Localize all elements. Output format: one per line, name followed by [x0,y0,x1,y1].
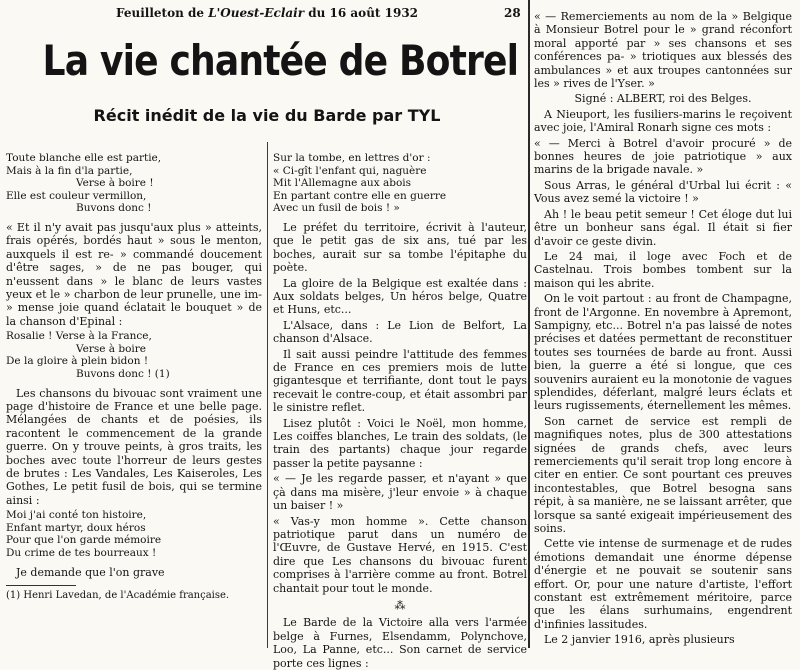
paragraph: L'Alsace, dans : Le Lion de Belfort, La chanson d'Alsace. [273,318,527,346]
section-separator: ⁂ [394,598,406,612]
middle-column [273,150,527,670]
paragraph: « — Merci à Botrel d'avoir procuré » de bonnes heures de joie patriotique » aux marins de la brigade navale. » [534,136,792,177]
paragraph: Le Barde de la Victoire alla vers l'armée belge à Furnes, Elsendamm, Polynchove, Loo, La Panne, etc... Son carnet de service porte ces lignes : [273,616,527,670]
publication-date: du 16 août 1932 [304,6,419,20]
feuilleton-line [116,6,418,20]
paragraph: « Vas-y mon homme ». Cette chanson patriotique parut dans un numéro de l'Œuvre, de Gustave Hervé, en 1915. C'est dire que Les chansons du bivouac furent comprises à l'arrière comme au front. Botrel chantait pour tout le monde. [273,514,527,595]
poem-line: Verse à boire ! [76,177,154,190]
paragraph: Son carnet de service est rempli de magnifiques notes, plus de 300 attestations signées de grands chefs, avec leurs remerciements qu'il serait trop long encore à citer en entier. Ce sont pourtant ces preuves incontestables, que Botrel besogna sans répit, à sa manière, ne se laissant arrêter, que lorsque sa santé exigeait impérieusement des soins. [534,414,792,536]
poem-line: De la gloire à plein bidon ! [6,355,149,368]
poem-verse-4 [273,152,527,215]
poem-line: Toute blanche elle est partie, [6,152,162,164]
signature-line: Signé : ALBERT, roi des Belges. [574,92,752,106]
paragraph: Le préfet du territoire, écrivit à l'auteur, que le petit gas de six ans, tué par les boches, aurait sur sa tombe l'épitaphe du poète. [273,220,527,275]
paragraph: Sous Arras, le général d'Urbal lui écrit : « Vous avez semé la victoire ! » [534,178,792,206]
paragraph: Les chansons du bivouac sont vraiment une page d'histoire de France et une belle page. Mélangées de chants et de poésies, ils racontent le commencement de la grande guerre. On y trouve peints, à gros traits, les boches avec toute l'horreur de leurs gestes de brutes : Les Vandales, Les Kaiseroles, Les Gothes, Le petit fusil de bois, qui se termine ainsi : [6,386,262,507]
poem-line: Sur la tombe, en lettres d'or : [273,152,431,164]
page-header [6,2,528,22]
paragraph: Le 2 janvier 1916, après plusieurs [544,633,735,647]
poem-verse-2 [6,330,262,380]
poem-line: Enfant martyr, doux héros [6,521,146,534]
poem-line: Buvons donc ! (1) [76,368,170,380]
paragraph: Je demande que l'on grave [16,565,165,579]
paragraph: « — Je les regarde passer, et n'ayant » que çà dans ma misère, j'leur envoie » à chaque un baiser ! » [273,472,527,513]
poem-line: Du crime de tes bourreaux ! [6,547,157,560]
paragraph: A Nieuport, les fusiliers-marins le reçoivent avec joie, l'Amiral Ronarh signe ces mots : [534,107,792,135]
paragraph: La gloire de la Belgique est exaltée dans : Aux soldats belges, Un héros belge, Quatre et Huns, etc... [273,276,527,317]
paragraph: « — Remerciements au nom de la » Belgique à Monsieur Botrel pour le » grand réconfort moral apporté par » ses chansons et ses conférences pa- » triotiques aux blessés des ambulances » et aux troupes cantonnées sur les » rives de l'Yser. » [534,10,792,91]
left-column [6,150,262,646]
footnote-divider [6,585,76,586]
article-title: La vie chantée de Botrel [42,36,519,85]
newspaper-name: L'Ouest-Eclair [208,6,305,20]
paragraph: « Et il n'y avait pas jusqu'aux plus » atteints, frais opérés, bordés haut » sous le menton, auxquels il est re- » commandé doucement d'être sages, » de ne pas bouger, qui n'eussent dans » le blanc de leurs vastes yeux et le » charbon de leur prunelle, une im- » mense joie quand éclatait le bouquet » de la chanson d'Epinal : [6,220,262,328]
poem-line: Mit l'Allemagne aux abois [273,177,412,190]
poem-line: Buvons donc ! [76,202,152,215]
poem-line: Pour que l'on garde mémoire [6,534,162,547]
paragraph: Ah ! le beau petit semeur ! Cet éloge dut lui être un bonheur sans égal. Il était si fier d'avoir ce geste divin. [534,207,792,248]
poem-line: En partant contre elle en guerre [273,189,447,202]
paragraph: Cette vie intense de surmenage et de rudes émotions demandait une énorme dépense d'énergie et ne pouvait se soutenir sans effort. Or, pour une nature d'artiste, l'effort constant est extrêmement méritoire, parce que les élans surhumains, engendrent d'infinies lassitudes. [534,537,792,631]
article-subtitle: Récit inédit de la vie du Barde par TYL [93,106,441,125]
paragraph: On le voit partout : au front de Champagne, front de l'Argonne. En novembre à Apremont, Sampigny, etc... Botrel n'a pas laissé de notes précises et datées permettant de reconstituer toutes ses tournées de barde au front. Aussi bien, la guerre a été si longue, que ces souvenirs auraient eu la monotonie de vagues splendides, déferlant, malgré leurs éclats et leurs rugissements, éternellement les mêmes. [534,292,792,413]
column-divider-right [528,0,530,648]
paragraph: Il sait aussi peindre l'attitude des femmes de France en ces premiers mois de lutte gigantesque et terrifiante, dont tout le pays recevait le contre-coup, et était assombri par le sinistre reflet. [273,347,527,415]
right-column [534,10,792,646]
column-divider-middle [267,142,268,648]
poem-line: Moi j'ai conté ton histoire, [6,509,147,522]
poem-line: « Ci-gît l'enfant qui, naguère [273,164,427,177]
poem-line: Verse à boire [76,342,147,355]
paragraph: Lisez plutôt : Voici le Noël, mon homme, Les coiffes blanches, Le train des soldats, (le train des partants) chaque jour regarde passer la petite paysanne : [273,416,527,470]
poem-line: Mais à la fin d'la partie, [6,164,133,177]
poem-verse-1 [6,152,262,215]
poem-line: Elle est couleur vermillon, [6,189,147,202]
poem-line: Rosalie ! Verse à la France, [6,330,152,343]
feuilleton-prefix: Feuilleton de [116,6,209,20]
paragraph: Le 24 mai, il loge avec Foch et de Castelnau. Trois bombes tombent sur la maison qui les abrite. [534,249,792,290]
poem-line: Avec un fusil de bois ! » [273,202,400,215]
page-number: 28 [504,6,521,20]
poem-verse-3 [6,509,262,559]
footnote: (1) Henri Lavedan, de l'Académie française. [6,590,230,602]
